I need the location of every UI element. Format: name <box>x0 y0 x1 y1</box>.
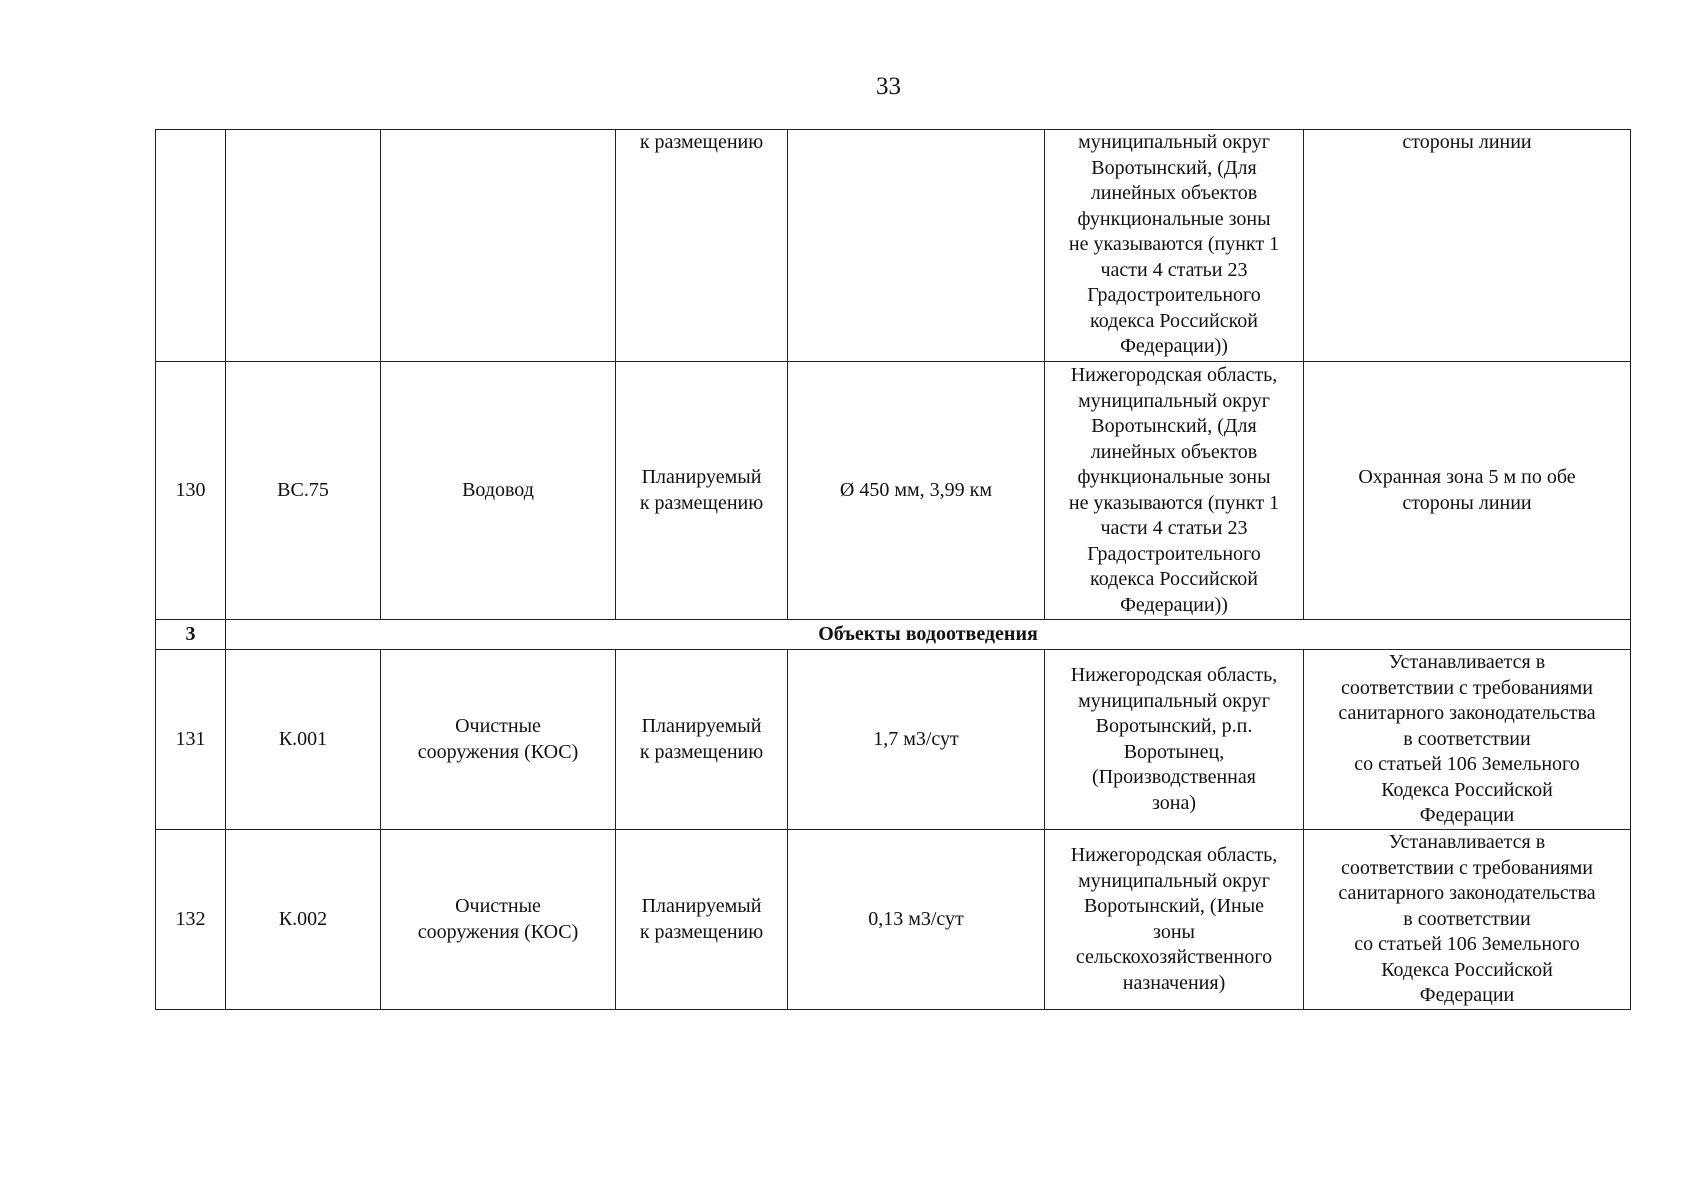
cell-num: 130 <box>156 362 226 620</box>
cell-params <box>788 130 1045 362</box>
cell-location: Нижегородская область, муниципальный округ Воротынский, (Для линейных объектов функциональные зоны не указываются (пункт 1 части 4 статьи 23 Градостроительного кодекса Российской Федерации)) <box>1045 362 1304 620</box>
cell-params: 0,13 м3/сут <box>788 830 1045 1010</box>
cell-code <box>226 130 381 362</box>
cell-location: Нижегородская область, муниципальный округ Воротынский, р.п. Воротынец, (Производственная зона) <box>1045 650 1304 830</box>
section-row <box>156 620 1631 650</box>
cell-code: К.002 <box>226 830 381 1010</box>
cell-params: 1,7 м3/сут <box>788 650 1045 830</box>
objects-table <box>155 129 1631 1010</box>
cell-location: муниципальный округ Воротынский, (Для линейных объектов функциональные зоны не указываются (пункт 1 части 4 статьи 23 Градостроительного кодекса Российской Федерации)) <box>1045 130 1304 362</box>
section-number: 3 <box>156 620 226 650</box>
cell-name: Очистные сооружения (КОС) <box>381 830 616 1010</box>
cell-status: к размещению <box>616 130 788 362</box>
cell-zone: Устанавливается в соответствии с требованиями санитарного законодательства в соответствии со статьей 106 Земельного Кодекса Российской Федерации <box>1304 830 1631 1010</box>
table-row <box>156 650 1631 830</box>
cell-name <box>381 130 616 362</box>
cell-num <box>156 130 226 362</box>
cell-zone: Устанавливается в соответствии с требованиями санитарного законодательства в соответствии со статьей 106 Земельного Кодекса Российской Федерации <box>1304 650 1631 830</box>
cell-code: К.001 <box>226 650 381 830</box>
cell-num: 131 <box>156 650 226 830</box>
cell-status: Планируемый к размещению <box>616 362 788 620</box>
cell-location: Нижегородская область, муниципальный округ Воротынский, (Иные зоны сельскохозяйственного назначения) <box>1045 830 1304 1010</box>
cell-zone: стороны линии <box>1304 130 1631 362</box>
cell-name: Очистные сооружения (КОС) <box>381 650 616 830</box>
table-row <box>156 362 1631 620</box>
cell-params: Ø 450 мм, 3,99 км <box>788 362 1045 620</box>
table-row <box>156 830 1631 1010</box>
cell-num: 132 <box>156 830 226 1010</box>
page-number: 33 <box>876 73 901 100</box>
cell-name: Водовод <box>381 362 616 620</box>
cell-zone: Охранная зона 5 м по обе стороны линии <box>1304 362 1631 620</box>
table-row-continued <box>156 130 1631 362</box>
cell-status: Планируемый к размещению <box>616 830 788 1010</box>
section-title: Объекты водоотведения <box>226 620 1631 650</box>
cell-code: ВС.75 <box>226 362 381 620</box>
cell-status: Планируемый к размещению <box>616 650 788 830</box>
